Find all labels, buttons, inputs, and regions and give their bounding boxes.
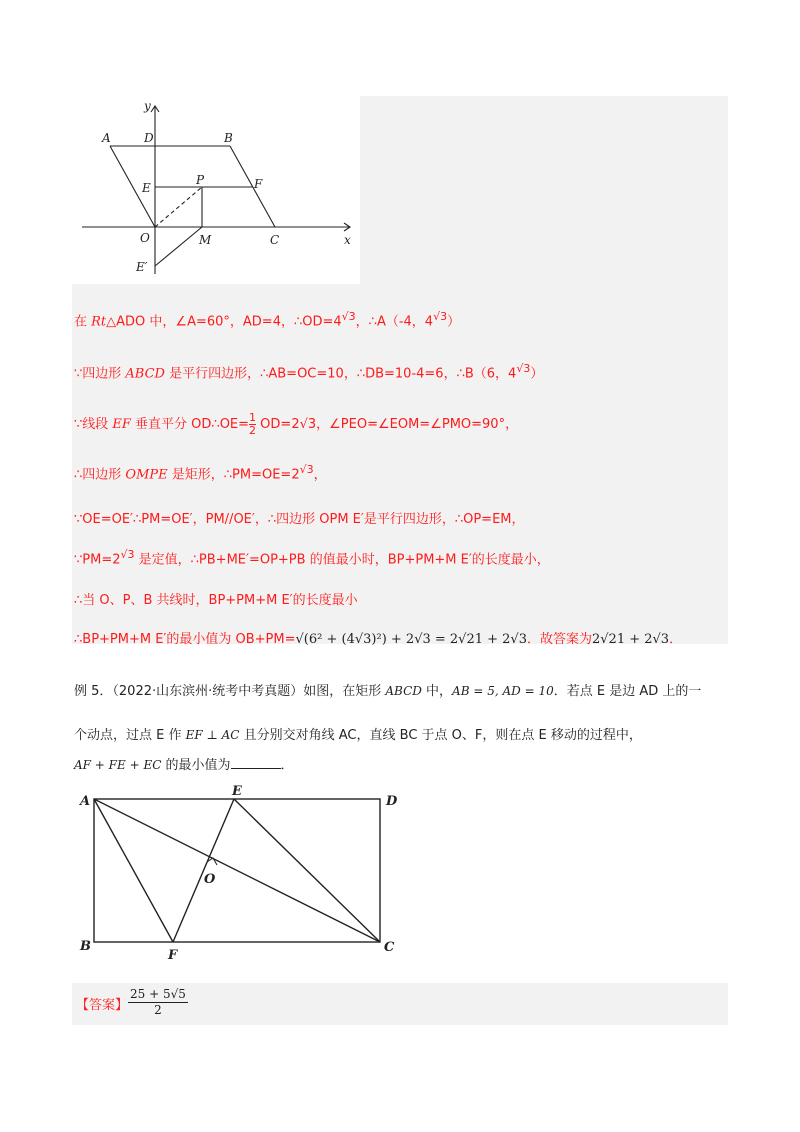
- svg-text:B: B: [80, 939, 91, 954]
- coordinate-figure: [72, 96, 360, 284]
- example5-line-2: 个动点，过点 E 作 EF ⊥ AC 且分别交对角线 AC，直线 BC 于点 O、F，则在点 E 移动的过程中，: [74, 728, 642, 743]
- svg-text:O: O: [140, 231, 150, 245]
- solution-line-4: ∴四边形 OMPE 是矩形，$\therefore PM=OE=2^{√3}$，: [74, 463, 327, 483]
- svg-text:y: y: [144, 99, 151, 113]
- svg-text:P: P: [196, 173, 205, 187]
- svg-text:C: C: [270, 233, 280, 247]
- solution-line-2: ∵四边形 ABCD 是平行四边形，∴AB=OC=10，∴DB=10-4=6，∴B（6，$4^{√3}$）: [74, 362, 544, 382]
- rectangle-diagram: [72, 785, 412, 965]
- svg-text:F: F: [254, 177, 263, 191]
- svg-text:x: x: [344, 233, 351, 247]
- svg-text:A: A: [102, 131, 111, 145]
- svg-text:C: C: [384, 940, 395, 955]
- svg-text:E: E: [232, 785, 242, 799]
- answer-blank: [231, 756, 281, 769]
- svg-text:B: B: [224, 131, 233, 145]
- svg-text:D: D: [144, 131, 154, 145]
- svg-text:A: A: [80, 794, 91, 809]
- answer-value: 25 + 5√5 2: [130, 987, 186, 1017]
- coordinate-diagram: [72, 96, 360, 284]
- example5-line-1: 例 5．（2022·山东滨州·统考中考真题）如图，在矩形 ABCD 中，AB = 5, AD = 10．若点 E 是边 AD 上的一: [74, 684, 702, 699]
- svg-text:F: F: [168, 948, 178, 963]
- svg-text:M: M: [199, 233, 212, 247]
- svg-text:D: D: [386, 794, 398, 809]
- solution-line-5: ∵OE=OE′∴PM=OE′，PM//OE′，∴四边形 OPM E′是平行四边形，∴OP=EM，: [74, 512, 525, 527]
- solution-line-7: ∴当 O、P、B 共线时，BP+PM+M E′的长度最小: [74, 593, 358, 608]
- svg-text:E′: E′: [136, 260, 148, 274]
- rectangle-figure: [72, 785, 412, 965]
- solution-line-3: ∵线段 EF 垂直平分 OD∴OE= $\frac{1}{2}$ OD=2√3，∠PEO=∠EOM=∠PMO=90°，: [74, 411, 519, 437]
- fraction-one-half: $\frac{1}{2}$: [249, 411, 257, 437]
- solution-line-1: 在 Rt△ADO 中，∠A=60°，AD=4，$\therefore OD=4^{√3}$，∴A（-4，$4^{√3}$）: [74, 310, 461, 330]
- answer-tag: 【答案】: [76, 998, 129, 1013]
- svg-text:E: E: [142, 181, 151, 195]
- example5-line-3: AF + FE + EC 的最小值为 ．: [74, 758, 294, 773]
- svg-text:O: O: [204, 872, 216, 887]
- solution-line-8: ∴BP+PM+M E′的最小值为 OB+PM=√(6² + (4√3)²) + 2√3 = 2√21 + 2√3．故答案为2√21 + 2√3．: [74, 632, 683, 647]
- solution-line-6: $\because PM=2^{√3}$ 是定值，∴PB+ME′=OP+PB 的值最小时，BP+PM+M E′的长度最小，: [74, 548, 550, 568]
